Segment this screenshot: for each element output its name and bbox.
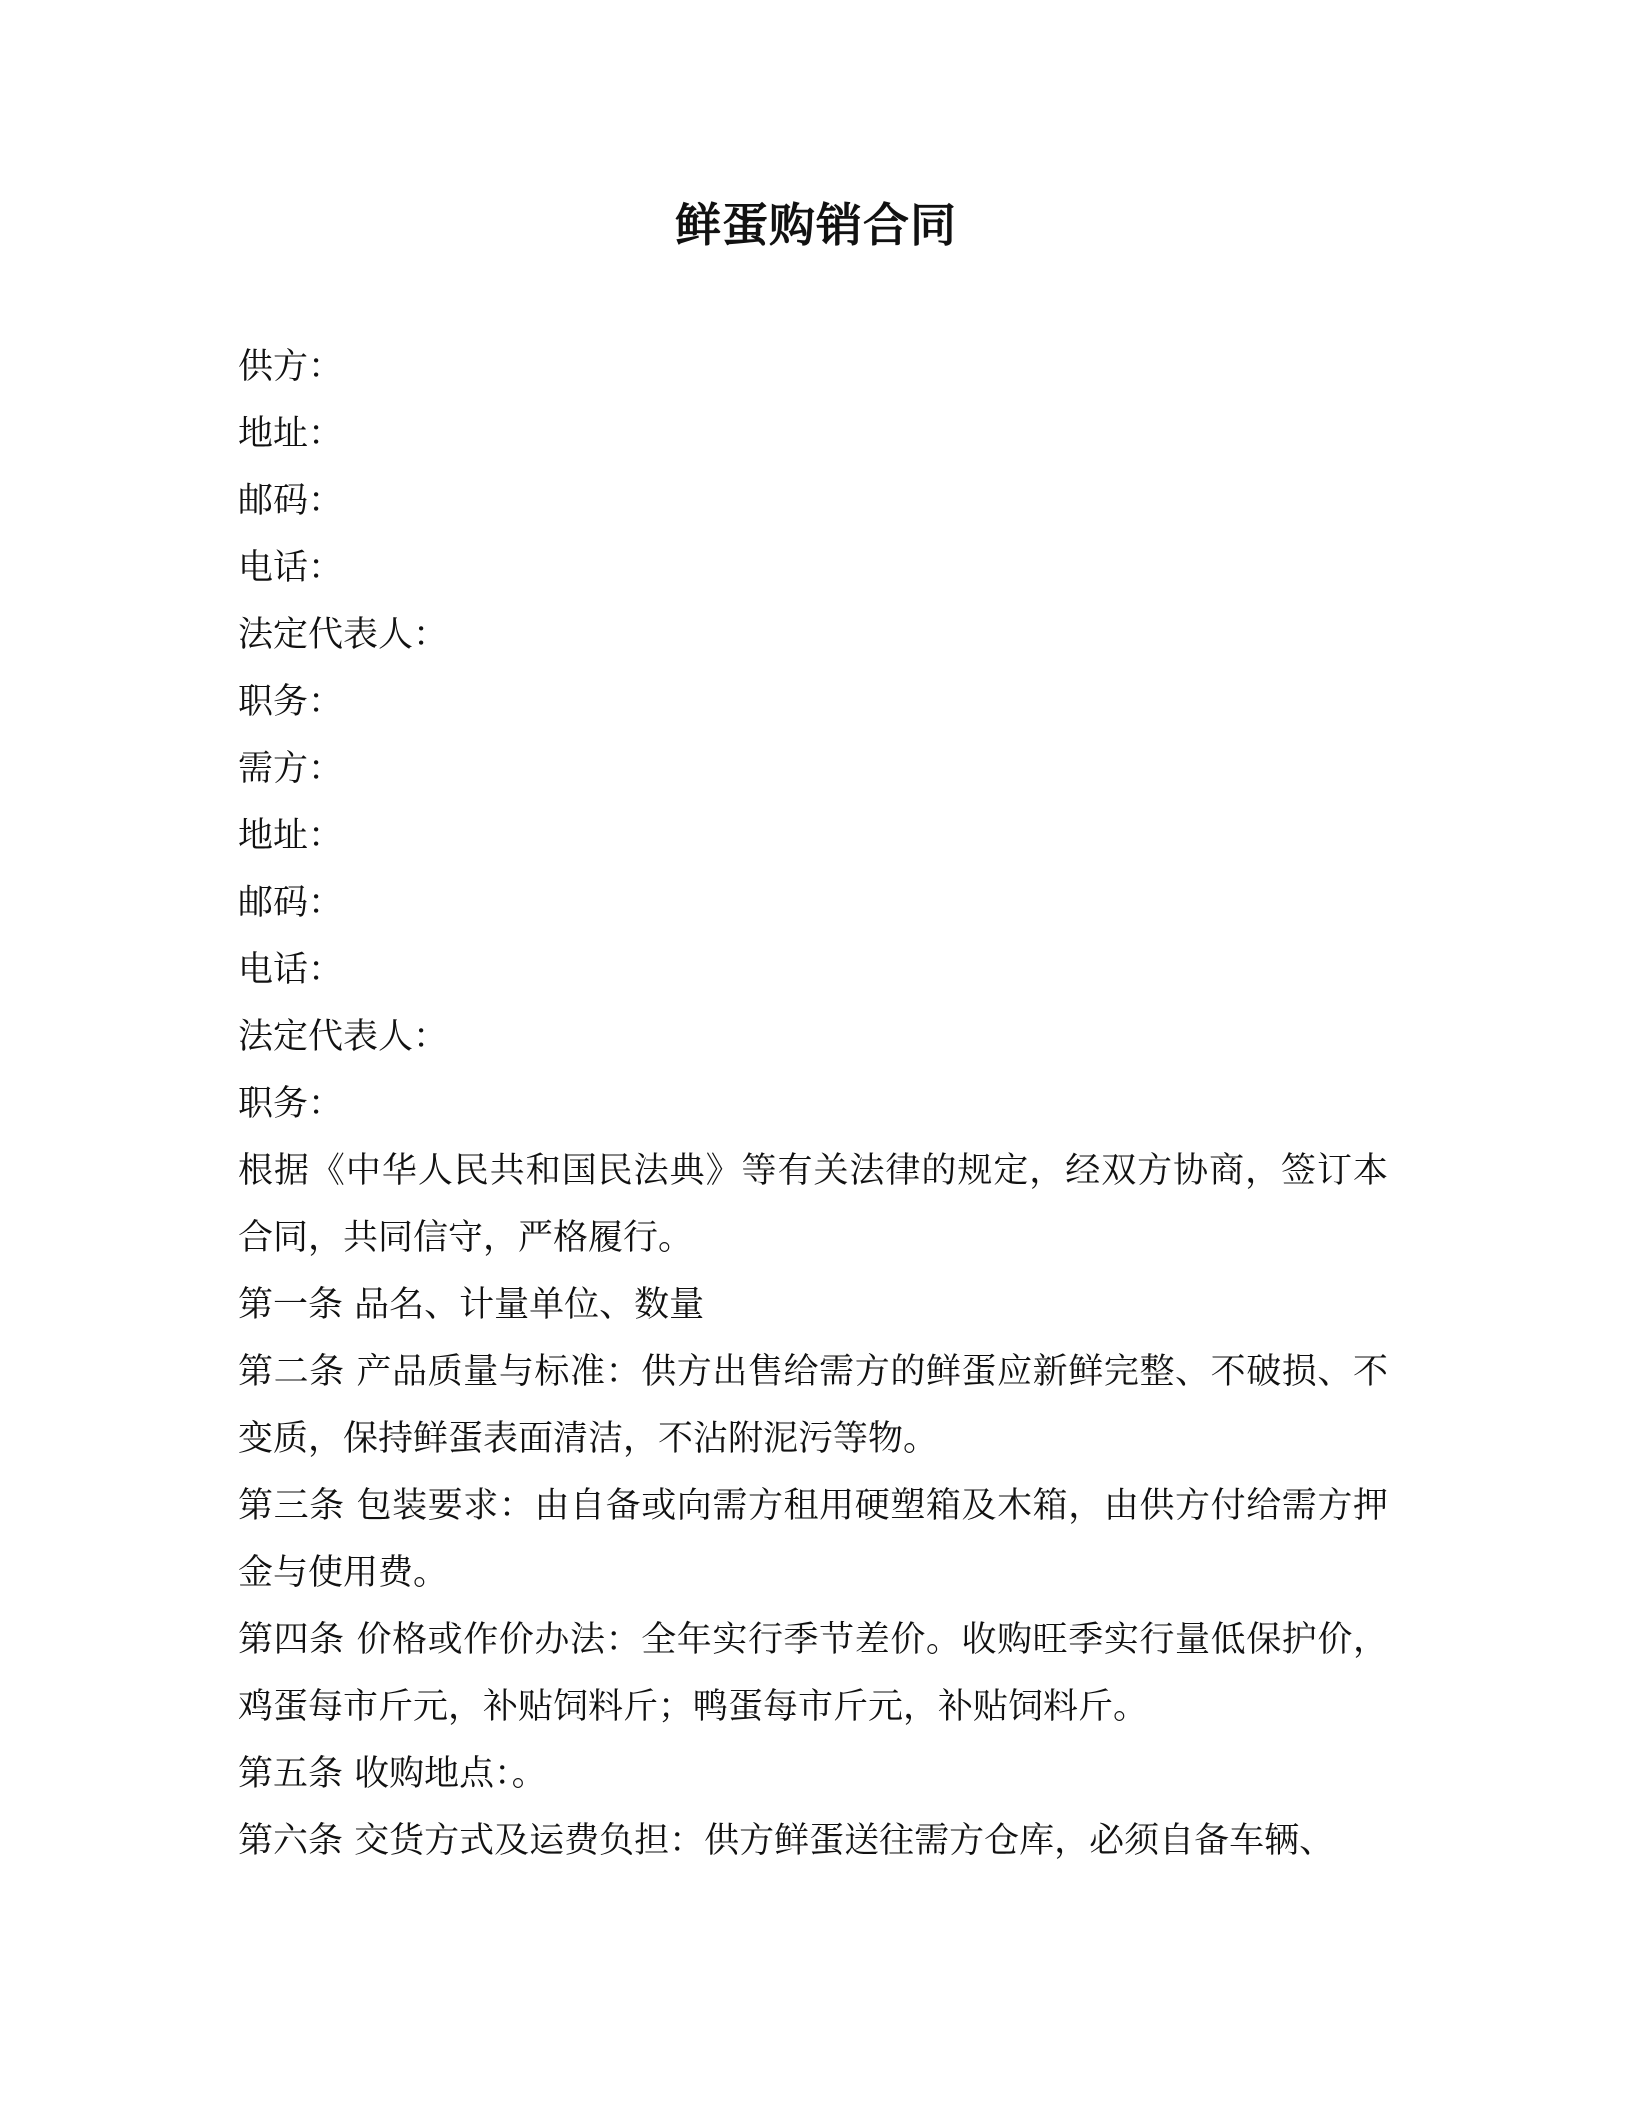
document-body [238, 334, 1388, 1875]
supplier-legal-rep-label: 法定代表人： [238, 615, 449, 655]
buyer-position-label: 职务： [238, 1084, 344, 1124]
article-6: 第六条 交货方式及运费负担：供方鲜蛋送往需方仓库，必须自备车辆、 [238, 1821, 1335, 1861]
article-4: 第四条 价格或作价办法：全年实行季节差价。收购旺季实行量低保护价，鸡蛋每市斤元，补贴饲料斤；鸭蛋每市斤元，补贴饲料斤。 [238, 1620, 1388, 1727]
buyer-name-label: 需方： [238, 749, 344, 789]
preamble-paragraph: 根据《中华人民共和国民法典》等有关法律的规定，经双方协商，签订本合同，共同信守，严格履行。 [238, 1151, 1388, 1258]
buyer-postcode-label: 邮码： [238, 883, 344, 923]
article-5: 第五条 收购地点：。 [238, 1754, 547, 1794]
supplier-postcode-label: 邮码： [238, 481, 344, 521]
supplier-phone-label: 电话： [238, 548, 344, 588]
supplier-address-label: 地址： [238, 414, 344, 454]
buyer-address-label: 地址： [238, 816, 344, 856]
supplier-name-label: 供方： [238, 347, 344, 387]
supplier-position-label: 职务： [238, 682, 344, 722]
article-1: 第一条 品名、计量单位、数量 [238, 1285, 705, 1325]
article-2: 第二条 产品质量与标准：供方出售给需方的鲜蛋应新鲜完整、不破损、不变质，保持鲜蛋表面清洁，不沾附泥污等物。 [238, 1352, 1388, 1459]
buyer-phone-label: 电话： [238, 950, 344, 990]
buyer-legal-rep-label: 法定代表人： [238, 1017, 449, 1057]
article-3: 第三条 包装要求：由自备或向需方租用硬塑箱及木箱，由供方付给需方押金与使用费。 [238, 1486, 1388, 1593]
document-title: 鲜蛋购销合同 [675, 198, 957, 252]
